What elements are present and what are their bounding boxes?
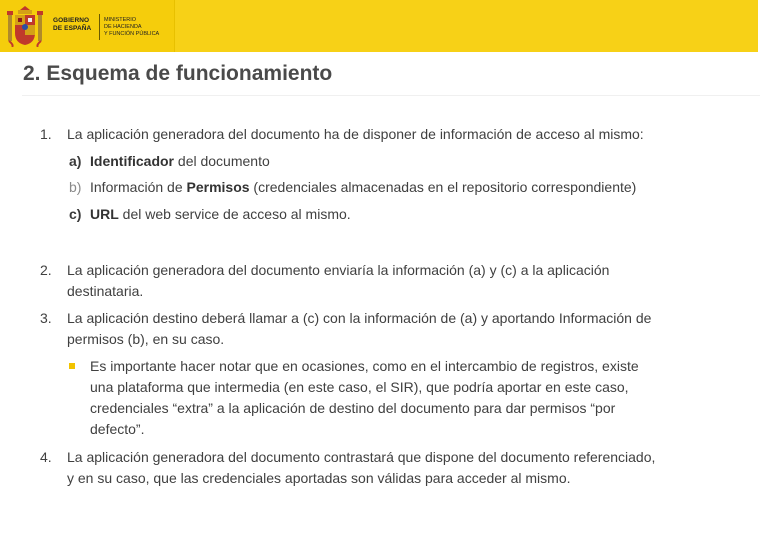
- bullet-text: una plataforma que intermedia (en este caso, el SIR), que podría aportar en este caso,: [90, 379, 629, 395]
- item-text: La aplicación generadora del documento enviaría la información (a) y (c) a la aplicación: [67, 262, 610, 278]
- ministry-name: MINISTERIO DE HACIENDA Y FUNCIÓN PÚBLICA: [104, 17, 160, 37]
- item-text: y en su caso, que las credenciales aportadas son válidas para acceder al mismo.: [67, 470, 571, 486]
- subitem-marker: a): [69, 153, 82, 169]
- item-number: 4.: [40, 449, 52, 465]
- item-number: 1.: [40, 126, 52, 142]
- subitem-text: Información de Permisos (credenciales almacenadas en el repositorio correspondiente): [90, 179, 637, 195]
- logo-divider: [99, 14, 100, 40]
- government-name: GOBIERNO DE ESPAÑA: [53, 17, 92, 32]
- subitem-text: Identificador del documento: [90, 153, 270, 169]
- item-text: La aplicación generadora del documento contrastará que dispone del documento referenciado,: [67, 449, 656, 465]
- coat-of-arms-icon: [6, 5, 44, 47]
- item-number: 2.: [40, 262, 52, 278]
- bullet-square-icon: [69, 363, 75, 369]
- item-text: destinataria.: [67, 283, 144, 299]
- item-text: La aplicación destino deberá llamar a (c) con la información de (a) y aportando Información de: [67, 310, 652, 326]
- slide-title: 2. Esquema de funcionamiento: [23, 62, 333, 85]
- bullet-text: Es importante hacer notar que en ocasiones, como en el intercambio de registros, existe: [90, 358, 639, 374]
- subitem-marker: b): [69, 179, 82, 195]
- header-gap: [758, 0, 780, 52]
- subitem-text: URL del web service de acceso al mismo.: [90, 206, 351, 222]
- item-number: 3.: [40, 310, 52, 326]
- subitem-marker: c): [69, 206, 82, 222]
- title-rule: [22, 95, 760, 96]
- item-text: La aplicación generadora del documento ha de disponer de información de acceso al mismo:: [67, 126, 644, 142]
- item-text: permisos (b), en su caso.: [67, 331, 225, 347]
- bullet-text: defecto”.: [90, 421, 145, 437]
- government-logo: [0, 0, 175, 52]
- bullet-text: credenciales “extra” a la aplicación de destino del documento para dar permisos “por: [90, 400, 616, 416]
